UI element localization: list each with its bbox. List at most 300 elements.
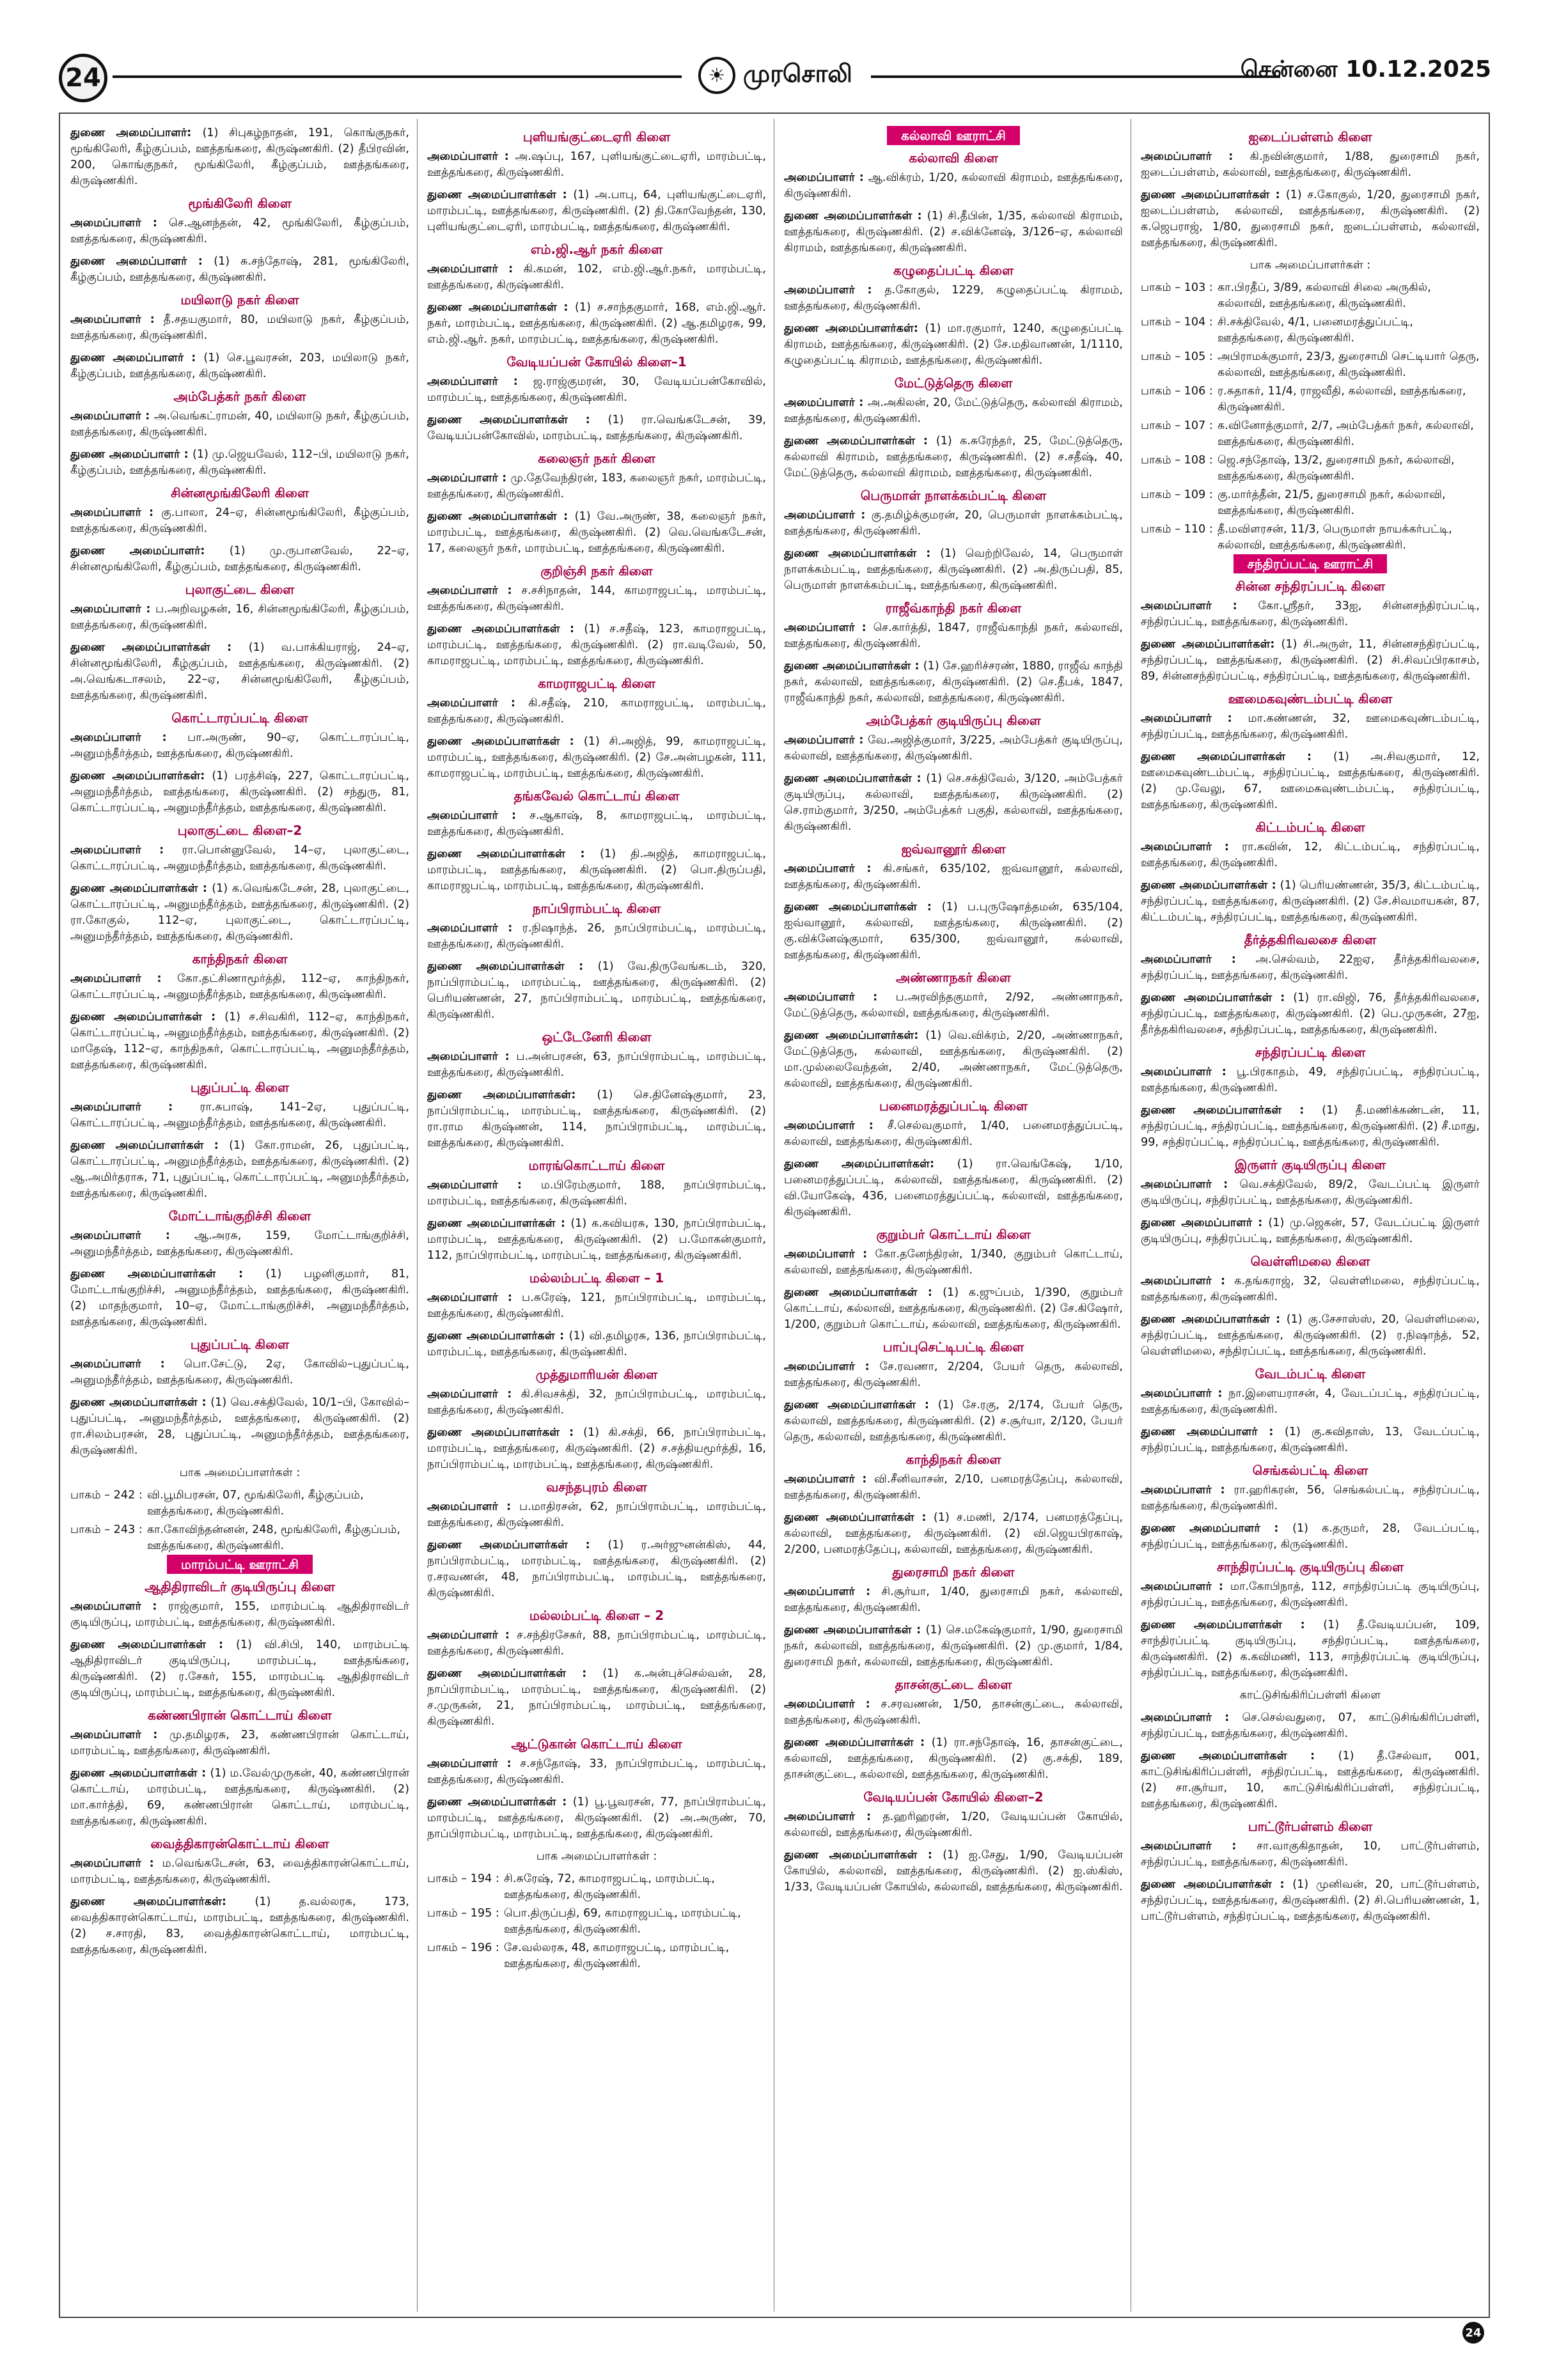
- column-2: [427, 125, 766, 1975]
- role-label: அமைப்பாளர் :: [70, 1600, 168, 1613]
- member-details: ம.வெங்கடேசன், 63, வைத்திகாரன்கொட்டாய், மாரம்பட்டி, ஊத்தங்கரை, கிருஷ்ணகிரி.: [70, 1857, 409, 1886]
- member-details: அ.செல்வம், 22ஐஏ, தீர்த்தகிரிவலசை, சந்திரப்பட்டி, ஊத்தங்கரை, கிருஷ்ணகிரி.: [1141, 953, 1480, 982]
- member-entry: [70, 125, 409, 189]
- member-entry: [784, 1285, 1123, 1333]
- branch-heading: வேடியப்பன் கோயில் கிளை–1: [506, 354, 687, 369]
- role-label: அமைப்பாளர் :: [784, 1248, 875, 1261]
- branch-heading: கண்ணபிரான் கொட்டாய் கிளை: [148, 1707, 332, 1723]
- role-label: அமைப்பாளர் :: [1141, 1178, 1240, 1191]
- branch-heading: தங்கவேல் கொட்டாய் கிளை: [513, 788, 680, 804]
- branch-heading: நாப்பிராம்பட்டி கிளை: [532, 901, 661, 916]
- member-details: அ.வெங்கட்ராமன், 40, மயிலாடு நகர், கீழ்குப்பம், ஊத்தங்கரை, கிருஷ்ணகிரி.: [70, 410, 409, 439]
- ward-number: பாகம் – 106 :: [1141, 385, 1213, 398]
- member-entry: [1141, 1748, 1480, 1812]
- member-entry: [427, 1387, 766, 1419]
- member-details: (1) வி.சிபி, 140, மாரம்பட்டி ஆதிதிராவிடர் குடியிருப்பு, மாரம்பட்டி, ஊத்தங்கரை, கிருஷ்ணகிரி. (2) ர.சேகர், 155, மாரம்பட்டி ஆதிதிராவிடர் குடியிருப்பு, மாரம்பட்டி, ஊத்தங்கரை, கிருஷ்ணகிரி.: [70, 1638, 409, 1699]
- member-details: ஜ.ராஜ்குமரன், 30, வேடியப்பன்கோவில், மாரம்பட்டி, ஊத்தங்கரை, கிருஷ்ணகிரி.: [427, 375, 766, 404]
- member-entry: [1141, 149, 1480, 181]
- role-label: துணை அமைப்பாளர்கள் :: [1141, 1313, 1287, 1326]
- branch-heading: புதுப்பட்டி கிளை: [190, 1337, 290, 1352]
- member-entry: [1141, 1177, 1480, 1209]
- ward-organiser: சி.சக்திவேல், 4/1, பனைமரத்துப்பட்டி, ஊத்தங்கரை, கிருஷ்ணகிரி.: [1218, 316, 1413, 345]
- member-entry: [784, 508, 1123, 540]
- role-label: துணை அமைப்பாளர்கள் :: [427, 848, 600, 860]
- member-entry: [70, 1100, 409, 1132]
- member-details: (1) ரா.வெங்கேஷ், 1/10, பனைமரத்துப்பட்டி, கல்லாவி, ஊத்தங்கரை, கிருஷ்ணகிரி. (2) வி.யோகேஷ், 436, பனைமரத்துப்பட்டி, கல்லாவி, ஊத்தங்கரை, கிருஷ்ணகிரி.: [784, 1158, 1123, 1218]
- role-label: அமைப்பாளர் :: [427, 1500, 520, 1513]
- member-entry: [784, 283, 1123, 315]
- member-details: (1) க.தருமர், 28, வேடப்பட்டி, சந்திரப்பட்டி, ஊத்தங்கரை, கிருஷ்ணகிரி.: [1141, 1522, 1480, 1551]
- member-entry: [1141, 1064, 1480, 1096]
- ward-entry: [427, 1871, 766, 1903]
- ward-number: பாகம் – 109 :: [1141, 488, 1213, 501]
- member-entry: [70, 1766, 409, 1830]
- member-entry: [427, 921, 766, 953]
- member-details: (1) வ.பாக்கியராஜ், 24–ஏ, சின்னமூங்கிலேரி, கீழ்குப்பம், ஊத்தங்கரை, கிருஷ்ணகிரி. (2) அ.வெங்கடாசலம், 22–ஏ, சின்னமூங்கிலேரி, கீழ்குப்பம், ஊத்தங்கரை, கிருஷ்ணகிரி.: [70, 641, 409, 702]
- branch-heading: மோட்டாங்குறிச்சி கிளை: [168, 1208, 311, 1224]
- member-entry: [1141, 1579, 1480, 1611]
- footer-page-number: 24: [1462, 2322, 1484, 2344]
- member-details: வெ.சக்திவேல், 89/2, வேடப்பட்டி இருளர் குடியிருப்பு, சந்திரப்பட்டி, ஊத்தங்கரை, கிருஷ்ணகிரி.: [1141, 1178, 1480, 1207]
- section-banner-label: மாரம்பட்டி ஊராட்சி: [167, 1555, 313, 1574]
- member-entry: [427, 1328, 766, 1360]
- role-label: துணை அமைப்பாளர்கள் :: [1141, 1750, 1338, 1762]
- member-details: ச.ஆகாஷ், 8, காமராஜபட்டி, மாரம்பட்டி, ஊத்தங்கரை, கிருஷ்ணகிரி.: [427, 809, 766, 838]
- member-details: வே.அஜித்குமார், 3/225, அம்பேத்கர் குடியிருப்பு, கல்லாவி, ஊத்தங்கரை, கிருஷ்ணகிரி.: [784, 734, 1123, 763]
- role-label: அமைப்பாளர் :: [70, 506, 162, 519]
- ward-number: பாகம் – 107 :: [1141, 419, 1213, 432]
- ward-number: பாகம் – 105 :: [1141, 350, 1213, 363]
- member-details: ச.சந்தோஷ், 33, நாப்பிராம்பட்டி, மாரம்பட்டி, ஊத்தங்கரை, கிருஷ்ணகிரி.: [427, 1757, 766, 1786]
- role-label: துணை அமைப்பாளர்கள் :: [1141, 879, 1280, 892]
- member-entry: [1141, 1215, 1480, 1247]
- branch-heading: ஆட்டுகான் கொட்டாய் கிளை: [511, 1736, 682, 1752]
- member-details: (1) பெரியண்ணன், 35/3, கிட்டம்பட்டி, சந்திரப்பட்டி, ஊத்தங்கரை, கிருஷ்ணகிரி. (2) சே.சிவமாயகன், 87, கிட்டம்பட்டி, சந்திரப்பட்டி, ஊத்தங்கரை, கிருஷ்ணகிரி.: [1141, 879, 1480, 924]
- member-entry: [784, 1359, 1123, 1391]
- branch-heading: குறிஞ்சி நகர் கிளை: [540, 563, 653, 579]
- member-details: (1) க.அன்புச்செல்வன், 28, நாப்பிராம்பட்டி, மாரம்பட்டி, ஊத்தங்கரை, கிருஷ்ணகிரி. (2) ச.முருகன், 21, நாப்பிராம்பட்டி, மாரம்பட்டி, ஊத்தங்கரை, கிருஷ்ணகிரி.: [427, 1667, 766, 1728]
- member-details: தீ.சதயகுமார், 80, மயிலாடு நகர், கீழ்குப்பம், ஊத்தங்கரை, கிருஷ்ணகிரி.: [70, 313, 409, 342]
- member-entry: [784, 1510, 1123, 1558]
- role-label: துணை அமைப்பாளர் :: [70, 352, 204, 364]
- member-details: (1) ரா.வெங்கடேசன், 39, வேடியப்பன்கோவில், மாரம்பட்டி, ஊத்தங்கரை, கிருஷ்ணகிரி.: [427, 414, 766, 442]
- member-entry: [427, 1290, 766, 1322]
- ward-organiser: சி.சுரேஷ், 72, காமராஜபட்டி, மாரம்பட்டி, ஊத்தங்கரை, கிருஷ்ணகிரி.: [504, 1872, 716, 1901]
- role-label: துணை அமைப்பாளர்கள் :: [427, 301, 576, 314]
- member-entry: [70, 447, 409, 479]
- member-entry: [427, 846, 766, 894]
- member-details: ப.சுரேஷ், 121, நாப்பிராம்பட்டி, மாரம்பட்டி, ஊத்தங்கரை, கிருஷ்ணகிரி.: [427, 1291, 766, 1320]
- role-label: துணை அமைப்பாளர்கள் :: [70, 1396, 211, 1409]
- member-entry: [70, 843, 409, 875]
- panchayat-section-banner: [70, 1557, 409, 1574]
- member-details: (1) க.கவியரசு, 130, நாப்பிராம்பட்டி, மாரம்பட்டி, ஊத்தங்கரை, கிருஷ்ணகிரி. (2) ப.மோகன்குமார், 112, நாப்பிராம்பட்டி, மாரம்பட்டி, ஊத்தங்கரை, கிருஷ்ணகிரி.: [427, 1217, 766, 1262]
- member-details: மா.கோபிநாத், 112, சாந்திரப்பட்டி குடியிருப்பு, சந்திரப்பட்டி, ஊத்தங்கரை, கிருஷ்ணகிரி.: [1141, 1580, 1480, 1609]
- member-entry: [784, 1847, 1123, 1895]
- member-details: (1) கு.சுவிதாஸ், 13, வேடப்பட்டி, சந்திரப்பட்டி, ஊத்தங்கரை, கிருஷ்ணகிரி.: [1141, 1426, 1480, 1454]
- page-number-badge: 24: [59, 54, 107, 102]
- member-details: (1) க.சுரேந்தர், 25, மேட்டுத்தெரு, கல்லாவி கிராமம், ஊத்தங்கரை, கிருஷ்ணகிரி. (2) ச.சதீஷ், 40, மேட்டுத்தெரு, கல்லாவி கிராமம், ஊத்தங்கரை, கிருஷ்ணகிரி.: [784, 435, 1123, 479]
- member-details: மா.கண்ணன், 32, ஊமைகவுண்டம்பட்டி, சந்திரப்பட்டி, ஊத்தங்கரை, கிருஷ்ணகிரி.: [1141, 712, 1480, 741]
- column-3: [784, 125, 1123, 1902]
- ward-entry: [427, 1940, 766, 1972]
- member-entry: [70, 254, 409, 286]
- member-details: ரா.கவின், 12, கிட்டம்பட்டி, சந்திரப்பட்டி, ஊத்தங்கரை, கிருஷ்ணகிரி.: [1141, 841, 1480, 869]
- role-label: அமைப்பாளர் :: [784, 1585, 882, 1598]
- member-entry: [784, 321, 1123, 369]
- role-label: அமைப்பாளர் :: [427, 1388, 521, 1401]
- branch-heading: ஐடைப்பள்ளம் கிளை: [1248, 129, 1372, 144]
- member-details: (1) தீ.வேடியப்பன், 109, சாந்திரப்பட்டி குடியிருப்பு, சந்திரப்பட்டி, ஊத்தங்கரை, கிருஷ்ணகிரி. (2) க.கவிமணி, 113, சாந்திரப்பட்டி குடியிருப்பு, சந்திரப்பட்டி, ஊத்தங்கரை, கிருஷ்ணகிரி.: [1141, 1619, 1480, 1679]
- role-label: துணை அமைப்பாளர்கள் :: [784, 660, 923, 673]
- member-entry: [784, 1622, 1123, 1670]
- member-details: (1) சி.அஜித், 99, காமராஜபட்டி, மாரம்பட்டி, ஊத்தங்கரை, கிருஷ்ணகிரி. (2) சே.அன்பழகன், 111, காமராஜபட்டி, மாரம்பட்டி, ஊத்தங்கரை, கிருஷ்ணகிரி.: [427, 735, 766, 780]
- role-label: துணை அமைப்பாளர்கள்:: [784, 322, 925, 335]
- ward-number: பாகம் – 242 :: [70, 1489, 143, 1502]
- branch-heading: சந்திரப்பட்டி கிளை: [1255, 1045, 1366, 1060]
- member-entry: [1141, 637, 1480, 685]
- member-entry: [427, 1537, 766, 1601]
- member-details: (1) மு.ருபானவேல், 22–ஏ, சின்னமூங்கிலேரி, கீழ்குப்பம், ஊத்தங்கரை, கிருஷ்ணகிரி.: [70, 545, 409, 573]
- member-details: ரா.ஹரிகரன், 56, செங்கல்பட்டி, சந்திரப்பட்டி, ஊத்தங்கரை, கிருஷ்ணகிரி.: [1141, 1484, 1480, 1513]
- role-label: துணை அமைப்பாளர்கள் :: [784, 547, 941, 560]
- branch-heading: இருளர் குடியிருப்பு கிளை: [1234, 1157, 1386, 1172]
- member-entry: [427, 734, 766, 782]
- role-label: அமைப்பாளர் :: [1141, 1840, 1257, 1853]
- role-label: துணை அமைப்பாளர்கள் :: [1141, 751, 1333, 763]
- member-details: (1) வெற்றிவேல், 14, பெருமாள் நாளக்கம்பட்டி, ஊத்தங்கரை, கிருஷ்ணகிரி. (2) அ.திருப்பதி, 85, பெருமாள் நாளக்கம்பட்டி, ஊத்தங்கரை, கிருஷ்ணகிரி.: [784, 547, 1123, 592]
- member-entry: [1141, 1710, 1480, 1742]
- member-entry: [427, 1756, 766, 1788]
- member-entry: [427, 696, 766, 727]
- member-details: (1) அ.பாபு, 64, புளியங்குட்டைஏரி, மாரம்பட்டி, ஊத்தங்கரை, கிருஷ்ணகிரி. (2) தி.கோவேந்தன், 130, புளியங்குட்டைஏரி, மாரம்பட்டி, ஊத்தங்கரை, கிருஷ்ணகிரி.: [427, 189, 766, 233]
- branch-heading: கல்லாவி கிளை: [909, 150, 998, 166]
- member-entry: [784, 1735, 1123, 1783]
- member-details: (1) த.வல்லரசு, 173, வைத்திகாரன்கொட்டாய், மாரம்பட்டி, ஊத்தங்கரை, கிருஷ்ணகிரி. (2) ச.சாரதி, 83, வைத்திகாரன்கொட்டாய், மாரம்பட்டி, ஊத்தங்கரை, கிருஷ்ணகிரி.: [70, 1895, 409, 1956]
- member-details: கோ.தட்சிணாமூர்த்தி, 112–ஏ, காந்திநகர், கொட்டாரப்பட்டி, அனுமந்தீர்த்தம், ஊத்தங்கரை, கிருஷ்ணகிரி.: [70, 972, 409, 1001]
- ward-number: பாகம் – 103 :: [1141, 281, 1213, 294]
- ward-number: பாகம் – 110 :: [1141, 523, 1213, 536]
- role-label: அமைப்பாளர் :: [784, 621, 873, 634]
- member-entry: [784, 1247, 1123, 1279]
- member-details: (1) முனிவன், 20, பாட்டூர்பள்ளம், சந்திரப்பட்டி, ஊத்தங்கரை, கிருஷ்ணகிரி. (2) சி.பெரியண்ணன், 1, பாட்டூர்பள்ளம், சந்திரப்பட்டி, ஊத்தங்கரை, கிருஷ்ணகிரி.: [1141, 1878, 1480, 1923]
- role-label: துணை அமைப்பாளர்கள் :: [784, 1624, 926, 1637]
- branch-heading: காமராஜபட்டி கிளை: [538, 676, 655, 691]
- member-entry: [784, 395, 1123, 427]
- role-label: அமைப்பாளர் :: [1141, 150, 1250, 163]
- role-label: துணை அமைப்பாளர்கள் :: [427, 189, 574, 201]
- role-label: அமைப்பாளர் :: [70, 410, 154, 423]
- member-details: (1) சே.ஹரிச்சரண், 1880, ராஜீவ் காந்தி நகர், கல்லாவி, ஊத்தங்கரை, கிருஷ்ணகிரி. (2) செ.தீபக், 1847, ராஜீவ்காந்தி நகர், கல்லாவி, ஊத்தங்கரை, கிருஷ்ணகிரி.: [784, 660, 1123, 704]
- branch-heading: பெருமாள் நாளக்கம்பட்டி கிளை: [860, 488, 1047, 503]
- role-label: அமைப்பாளர் :: [70, 1101, 200, 1114]
- member-entry: [784, 1156, 1123, 1220]
- branch-heading: மூங்கிலேரி கிளை: [188, 196, 292, 211]
- role-label: துணை அமைப்பாளர்கள் :: [784, 435, 936, 447]
- role-label: அமைப்பாளர் :: [70, 603, 156, 616]
- role-label: அமைப்பாளர் :: [784, 862, 883, 875]
- role-label: துணை அமைப்பாளர் :: [1141, 1426, 1285, 1438]
- role-label: அமைப்பாளர் :: [427, 1629, 517, 1642]
- subheading: பாக அமைப்பாளர்கள் :: [179, 1466, 301, 1479]
- branch-heading: புலாகுட்டை கிளை–2: [177, 823, 302, 838]
- member-entry: [70, 312, 409, 344]
- header-rule-left: [113, 75, 682, 78]
- role-label: அமைப்பாளர் :: [784, 396, 868, 409]
- role-label: துணை அமைப்பாளர்கள் :: [427, 1217, 571, 1230]
- branch-heading: தீர்த்தகிரிவலசை கிளை: [1244, 932, 1377, 947]
- role-label: அமைப்பாளர் :: [1141, 1484, 1234, 1497]
- member-entry: [70, 730, 409, 762]
- member-entry: [784, 990, 1123, 1022]
- role-label: அமைப்பாளர் :: [784, 509, 872, 522]
- member-entry: [784, 1472, 1123, 1504]
- role-label: துணை அமைப்பாளர்கள் :: [427, 1426, 584, 1439]
- member-entry: [427, 149, 766, 181]
- role-label: அமைப்பாளர் :: [427, 375, 533, 388]
- role-label: அமைப்பாளர் :: [70, 1857, 162, 1870]
- member-details: நா.இளையராசன், 4, வேடப்பட்டி, சந்திரப்பட்டி, ஊத்தங்கரை, கிருஷ்ணகிரி.: [1141, 1387, 1480, 1416]
- member-entry: [70, 1894, 409, 1958]
- role-label: துணை அமைப்பாளர்கள் :: [427, 960, 598, 973]
- branch-heading: வெள்ளிமலை கிளை: [1250, 1254, 1370, 1269]
- member-entry: [70, 408, 409, 440]
- member-entry: [1141, 1424, 1480, 1456]
- role-label: அமைப்பாளர் :: [427, 697, 529, 710]
- member-entry: [1141, 839, 1480, 871]
- role-label: அமைப்பாளர் :: [1141, 712, 1248, 725]
- member-details: (1) வெ.விக்ரம், 2/20, அண்ணாநகர், மேட்டுத்தெரு, கல்லாவி, ஊத்தங்கரை, கிருஷ்ணகிரி. (2) மா.முல்லைவேந்தன், 2/40, அண்ணாநகர், மேட்டுத்தெரு, கல்லாவி, ஊத்தங்கரை, கிருஷ்ணகிரி.: [784, 1029, 1123, 1090]
- role-label: அமைப்பாளர் :: [427, 150, 515, 163]
- role-label: அமைப்பாளர் :: [70, 1229, 194, 1242]
- member-details: செ.கார்த்தி, 1847, ராஜீவ்காந்தி நகர், கல்லாவி, ஊத்தங்கரை, கிருஷ்ணகிரி.: [784, 621, 1123, 650]
- member-details: கோ.ஸ்ரீதர், 33ஐ, சின்னசந்திரப்பட்டி, சந்திரப்பட்டி, ஊத்தங்கரை, கிருஷ்ணகிரி.: [1141, 600, 1480, 628]
- member-details: மு.தமிழரசு, 23, கண்ணபிரான் கொட்டாய், மாரம்பட்டி, ஊத்தங்கரை, கிருஷ்ணகிரி.: [70, 1729, 409, 1757]
- role-label: அமைப்பாளர் :: [784, 734, 868, 747]
- member-entry: [1141, 187, 1480, 251]
- member-details: கி.கமன், 102, எம்.ஜி.ஆர்.நகர், மாரம்பட்டி, ஊத்தங்கரை, கிருஷ்ணகிரி.: [427, 263, 766, 292]
- branch-heading: எம்.ஜி.ஆர் நகர் கிளை: [530, 242, 663, 257]
- member-details: (1) ச.சதீஷ், 123, காமராஜபட்டி, மாரம்பட்டி, ஊத்தங்கரை, கிருஷ்ணகிரி. (2) ரா.வடிவேல், 50, காமராஜபட்டி, மாரம்பட்டி, ஊத்தங்கரை, கிருஷ்ணகிரி.: [427, 623, 766, 667]
- role-label: துணை அமைப்பாளர்கள் :: [427, 1667, 603, 1680]
- role-label: அமைப்பாளர் :: [784, 1698, 881, 1711]
- member-entry: [427, 1666, 766, 1730]
- member-details: (1) சிபுகழ்நாதன், 191, கொங்குநகர், மூங்கிலேரி, கீழ்குப்பம், ஊத்தங்கரை, கிருஷ்ணகிரி. (2) தீபிரவின், 200, கொங்குநகர், மூங்கிலேரி, கீழ்குப்பம், ஊத்தங்கரை, கிருஷ்ணகிரி.: [70, 127, 409, 187]
- member-entry: [427, 1216, 766, 1264]
- member-details: (1) சி.தீபின், 1/35, கல்லாவி கிராமம், ஊத்தங்கரை, கிருஷ்ணகிரி. (2) ச.விக்னேஷ், 3/126–ஏ, கல்லாவி கிராமம், ஊத்தங்கரை, கிருஷ்ணகிரி.: [784, 210, 1123, 254]
- masthead-logo: [698, 55, 852, 96]
- role-label: அமைப்பாளர் :: [1141, 1066, 1237, 1078]
- member-entry: [784, 208, 1123, 256]
- branch-heading: வேடியப்பன் கோயில் கிளை–2: [863, 1789, 1044, 1805]
- member-entry: [427, 509, 766, 557]
- member-entry: [1141, 990, 1480, 1038]
- member-entry: [1141, 1482, 1480, 1514]
- member-details: ச.சரவணன், 1/50, தாசன்குட்டை, கல்லாவி, ஊத்தங்கரை, கிருஷ்ணகிரி.: [784, 1698, 1123, 1727]
- member-details: ரா.சுபாஷ், 141–2ஏ, புதுப்பட்டி, கொட்டாரப்பட்டி, அனுமந்தீர்த்தம், ஊத்தங்கரை, கிருஷ்ணகிரி.: [70, 1101, 409, 1130]
- member-entry: [1141, 1273, 1480, 1305]
- role-label: துணை அமைப்பாளர்கள் :: [70, 882, 212, 895]
- member-entry: [1141, 1839, 1480, 1871]
- member-details: ச.சசிநாதன், 144, காமராஜபட்டி, மாரம்பட்டி, ஊத்தங்கரை, கிருஷ்ணகிரி.: [427, 584, 766, 613]
- member-details: ப.அறிவழகன், 16, சின்னமூங்கிலேரி, கீழ்குப்பம், ஊத்தங்கரை, கிருஷ்ணகிரி.: [70, 603, 409, 632]
- member-entry: [1141, 1312, 1480, 1360]
- branch-heading: ஆதிதிராவிடர் குடியிருப்பு கிளை: [145, 1579, 335, 1594]
- ward-number: பாகம் – 243 :: [70, 1523, 143, 1536]
- branch-heading: முத்துமாரியன் கிளை: [535, 1367, 658, 1382]
- member-entry: [1141, 952, 1480, 984]
- role-label: துணை அமைப்பாளர் :: [1141, 1522, 1293, 1535]
- role-label: அமைப்பாளர் :: [1141, 1711, 1242, 1724]
- member-details: (1) ச.கோகுல், 1/20, துரைசாமி நகர், ஐடைப்பள்ளம், கல்லாவி, ஊத்தங்கரை, கிருஷ்ணகிரி. (2) க.ஜெபராஜ், 1/80, துரைசாமி நகர், ஐடைப்பள்ளம், கல்லாவி, ஊத்தங்கரை, கிருஷ்ணகிரி.: [1141, 189, 1480, 249]
- role-label: துணை அமைப்பாளர் :: [70, 448, 192, 461]
- branch-heading: ஒட்டேனேரி கிளை: [542, 1029, 652, 1045]
- member-details: சி.சூர்யா, 1/40, துரைசாமி நகர், கல்லாவி, ஊத்தங்கரை, கிருஷ்ணகிரி.: [784, 1585, 1123, 1614]
- ward-organiser: அபிராமக்குமார், 23/3, துரைசாமி செட்டியார் தெரு, கல்லாவி, ஊத்தங்கரை, கிருஷ்ணகிரி.: [1218, 350, 1480, 379]
- member-entry: [70, 602, 409, 634]
- ward-number: பாகம் – 194 :: [427, 1872, 499, 1885]
- member-details: த.ஹரிஹரன், 1/20, வேடியப்பன் கோயில், கல்லாவி, ஊத்தங்கரை, கிருஷ்ணகிரி.: [784, 1810, 1123, 1839]
- member-details: பூ.பிரகாதம், 49, சந்திரப்பட்டி, சந்திரப்பட்டி, ஊத்தங்கரை, கிருஷ்ணகிரி.: [1141, 1066, 1480, 1094]
- branch-heading: வசந்தபுரம் கிளை: [546, 1479, 647, 1495]
- member-entry: [427, 471, 766, 502]
- member-details: சீ.செல்வகுமார், 1/40, பனைமரத்துப்பட்டி, கல்லாவி, ஊத்தங்கரை, கிருஷ்ணகிரி.: [784, 1119, 1123, 1148]
- role-label: துணை அமைப்பாளர்கள் :: [427, 1330, 569, 1342]
- member-details: (1) பழனிகுமார், 81, மோட்டாங்குறிச்சி, அனுமந்தீர்த்தம், ஊத்தங்கரை, கிருஷ்ணகிரி. (2) மாதந்குமார், 10–ஏ, மோட்டாங்குறிச்சி, அனுமந்தீர்த்தம், ஊத்தங்கரை, கிருஷ்ணகிரி.: [70, 1268, 409, 1328]
- role-label: அமைப்பாளர் :: [70, 844, 182, 857]
- ward-organiser: சே.வல்லரசு, 48, காமராஜபட்டி, மாரம்பட்டி, ஊத்தங்கரை, கிருஷ்ணகிரி.: [504, 1941, 730, 1970]
- ward-organiser: கா.பிரதீப், 3/89, கல்லாவி சிலை அருகில், கல்லாவி, ஊத்தங்கரை, கிருஷ்ணகிரி.: [1218, 281, 1431, 310]
- member-details: ப.அரவிந்தகுமார், 2/92, அண்ணாநகர், மேட்டுத்தெரு, கல்லாவி, ஊத்தங்கரை, கிருஷ்ணகிரி.: [784, 991, 1123, 1020]
- role-label: துணை அமைப்பாளர்:: [70, 127, 203, 139]
- role-label: அமைப்பாளர் :: [784, 284, 885, 297]
- branch-heading: கிட்டம்பட்டி கிளை: [1255, 820, 1365, 835]
- member-entry: [1141, 1103, 1480, 1151]
- member-details: த.கோகுல், 1229, கழுதைப்பட்டி கிராமம், ஊத்தங்கரை, கிருஷ்ணகிரி.: [784, 284, 1123, 313]
- member-details: (1) அ.சிவகுமார், 12, ஊமைகவுண்டம்பட்டி, சந்திரப்பட்டி, ஊத்தங்கரை, கிருஷ்ணகிரி. (2) மு.வேலு, 67, ஊமைகவுண்டம்பட்டி, சந்திரப்பட்டி, ஊத்தங்கரை, கிருஷ்ணகிரி.: [1141, 751, 1480, 811]
- member-entry: [427, 1794, 766, 1842]
- member-entry: [427, 300, 766, 348]
- ward-number: பாகம் – 108 :: [1141, 454, 1213, 467]
- member-entry: [784, 658, 1123, 706]
- member-entry: [784, 170, 1123, 202]
- branch-heading: கொட்டாரப்பட்டி கிளை: [171, 710, 308, 726]
- role-label: அமைப்பாளர் :: [427, 584, 522, 597]
- panchayat-section-banner: [784, 128, 1123, 145]
- ward-number: பாகம் – 196 :: [427, 1941, 499, 1954]
- member-details: (1) க.ஜுப்பம், 1/390, குறும்பர் கொட்டாய், கல்லாவி, ஊத்தங்கரை, கிருஷ்ணகிரி. (2) சே.கிஷோர், 1/200, குறும்பர் கொட்டாய், கல்லாவி, ஊத்தங்கரை, கிருஷ்ணகிரி.: [784, 1286, 1123, 1331]
- member-entry: [70, 1395, 409, 1459]
- ward-organiser: வி.பூமிபரசன், 07, மூங்கிலேரி, கீழ்குப்பம், ஊத்தங்கரை, கிருஷ்ணகிரி.: [147, 1489, 364, 1518]
- role-label: துணை அமைப்பாளர்கள் :: [784, 1286, 943, 1299]
- branch-heading: ராஜீவ்காந்தி நகர் கிளை: [885, 600, 1022, 616]
- member-details: ஆ.விக்ரம், 1/20, கல்லாவி கிராமம், ஊத்தங்கரை, கிருஷ்ணகிரி.: [784, 171, 1123, 200]
- member-details: அ.அகிலன், 20, மேட்டுத்தெரு, கல்லாவி கிராமம், ஊத்தங்கரை, கிருஷ்ணகிரி.: [784, 396, 1123, 425]
- ward-organiser: தீ.மவிளரசன், 11/3, பெருமாள் நாயக்கர்பட்டி, கல்லாவி, ஊத்தங்கரை, கிருஷ்ணகிரி.: [1218, 523, 1452, 552]
- role-label: துணை அமைப்பாளர்கள்:: [427, 1089, 597, 1101]
- panchayat-section-banner: [1141, 556, 1480, 573]
- member-entry: [427, 959, 766, 1023]
- ward-number: பாகம் – 104 :: [1141, 316, 1213, 329]
- member-details: க.தங்கராஜ், 32, வெள்ளிமலை, சந்திரப்பட்டி, ஊத்தங்கரை, கிருஷ்ணகிரி.: [1141, 1275, 1480, 1303]
- member-entry: [784, 1397, 1123, 1445]
- role-label: அமைப்பாளர் :: [1141, 1580, 1231, 1593]
- member-entry: [427, 1499, 766, 1531]
- role-label: அமைப்பாளர் :: [784, 991, 896, 1004]
- member-details: (1) தீ.மணிக்கண்டன், 11, சந்திரப்பட்டி, சந்திரப்பட்டி, ஊத்தங்கரை, கிருஷ்ணகிரி. (2) சீ.மாது, 99, சந்திரப்பட்டி, சந்திரப்பட்டி, ஊத்தங்கரை, கிருஷ்ணகிரி.: [1141, 1104, 1480, 1149]
- role-label: துணை அமைப்பாளர்கள் :: [1141, 1878, 1293, 1891]
- ward-entry: [1141, 280, 1480, 312]
- subheading: பாக அமைப்பாளர்கள் :: [536, 1850, 657, 1863]
- member-entry: [784, 433, 1123, 481]
- member-entry: [1141, 749, 1480, 813]
- member-details: அ.ஷப்பு, 167, புளியங்குட்டைஏரி, மாரம்பட்டி, ஊத்தங்கரை, கிருஷ்ணகிரி.: [427, 150, 766, 179]
- member-details: பொ.சேட்டு, 2ஏ, கோவில்–புதுப்பட்டி, அனுமந்தீர்த்தம், ஊத்தங்கரை, கிருஷ்ணகிரி.: [70, 1358, 409, 1387]
- member-details: மு.தேவேந்திரன், 183, கலைஞர் நகர், மாரம்பட்டி, ஊத்தங்கரை, கிருஷ்ணகிரி.: [427, 472, 766, 501]
- member-entry: [427, 808, 766, 840]
- role-label: துணை அமைப்பாளர்கள் :: [427, 414, 608, 426]
- ward-entry: [1141, 384, 1480, 416]
- role-label: துணை அமைப்பாளர்கள்:: [784, 1158, 957, 1171]
- role-label: அமைப்பாளர் :: [1141, 1387, 1229, 1400]
- member-entry: [70, 1009, 409, 1073]
- role-label: அமைப்பாளர் :: [1141, 953, 1256, 966]
- member-details: கி.சதீஷ், 210, காமராஜபட்டி, மாரம்பட்டி, ஊத்தங்கரை, கிருஷ்ணகிரி.: [427, 697, 766, 726]
- branch-heading: துரைசாமி நகர் கிளை: [892, 1564, 1015, 1580]
- member-details: செ.ஆனந்தன், 42, மூங்கிலேரி, கீழ்குப்பம், ஊத்தங்கரை, கிருஷ்ணகிரி.: [70, 217, 409, 245]
- member-details: (1) கி.சக்தி, 66, நாப்பிராம்பட்டி, மாரம்பட்டி, ஊத்தங்கரை, கிருஷ்ணகிரி. (2) ச.சத்தியமூர்த்தி, 16, நாப்பிராம்பட்டி, மாரம்பட்டி, ஊத்தங்கரை, கிருஷ்ணகிரி.: [427, 1426, 766, 1471]
- member-entry: [427, 1425, 766, 1473]
- member-details: (1) செ.தினேஷ்குமார், 23, நாப்பிராம்பட்டி, மாரம்பட்டி, ஊத்தங்கரை, கிருஷ்ணகிரி. (2) ரா.ராம கிருஷ்ணன், 114, நாப்பிராம்பட்டி, மாரம்பட்டி, ஊத்தங்கரை, கிருஷ்ணகிரி.: [427, 1089, 766, 1149]
- branch-heading: பாப்புசெட்டிபட்டி கிளை: [882, 1339, 1024, 1355]
- role-label: துணை அமைப்பாளர்:: [70, 545, 230, 557]
- member-details: ர.நிஷாந்த், 26, நாப்பிராம்பட்டி, மாரம்பட்டி, ஊத்தங்கரை, கிருஷ்ணகிரி.: [427, 922, 766, 951]
- member-entry: [1141, 1521, 1480, 1553]
- role-label: அமைப்பாளர் :: [427, 922, 522, 935]
- branch-heading: அண்ணாநகர் கிளை: [896, 970, 1011, 985]
- ward-organiser: கா.கோவிந்தன்னன், 248, மூங்கிலேரி, கீழ்குப்பம், ஊத்தங்கரை, கிருஷ்ணகிரி.: [147, 1523, 401, 1552]
- role-label: துணை அமைப்பாளர் :: [70, 255, 214, 268]
- member-details: செ.செல்வதுரை, 07, காட்டுசிங்கிரிப்பள்ளி, சந்திரப்பட்டி, ஊத்தங்கரை, கிருஷ்ணகிரி.: [1141, 1711, 1480, 1740]
- role-label: அமைப்பாளர் :: [784, 171, 868, 184]
- role-label: அமைப்பாளர் :: [70, 217, 169, 229]
- role-label: அமைப்பாளர் :: [1141, 841, 1242, 853]
- role-label: அமைப்பாளர் :: [427, 1757, 521, 1770]
- role-label: அமைப்பாளர் :: [427, 472, 511, 485]
- member-details: (1) கோ.ராமன், 26, புதுப்பட்டி, கொட்டாரப்பட்டி, அனுமந்தீர்த்தம், ஊத்தங்கரை, கிருஷ்ணகிரி. (2) ஆ.அமிர்தராசு, 71, புதுப்பட்டி, கொட்டாரப்பட்டி, அனுமந்தீர்த்தம், ஊத்தங்கரை, கிருஷ்ணகிரி.: [70, 1139, 409, 1200]
- member-entry: [70, 768, 409, 816]
- member-entry: [784, 1809, 1123, 1841]
- member-details: (1) ரா.விஜி, 76, தீர்த்தகிரிவலசை, சந்திரப்பட்டி, ஊத்தங்கரை, கிருஷ்ணகிரி. (2) பெ.முருகன், 27ஐ, தீர்த்தகிரிவலசை, சந்திரப்பட்டி, ஊத்தங்கரை, கிருஷ்ணகிரி.: [1141, 992, 1480, 1036]
- member-entry: [427, 1049, 766, 1081]
- branch-heading: சின்ன சந்திரப்பட்டி கிளை: [1235, 579, 1385, 594]
- branch-heading: மயிலாடு நகர் கிளை: [180, 292, 299, 307]
- member-details: ம.பிரேம்குமார், 188, நாப்பிராம்பட்டி, மாரம்பட்டி, ஊத்தங்கரை, கிருஷ்ணகிரி.: [427, 1179, 766, 1208]
- member-details: (1) வே.திருவேங்கடம், 320, நாப்பிராம்பட்டி, மாரம்பட்டி, ஊத்தங்கரை, கிருஷ்ணகிரி. (2) பெரியண்ணன், 27, நாப்பிராம்பட்டி, மாரம்பட்டி, ஊத்தங்கரை, கிருஷ்ணகிரி.: [427, 960, 766, 1021]
- section-banner-label: கல்லாவி ஊராட்சி: [887, 126, 1020, 145]
- ward-organiser: ஜெ.சந்தோஷ், 13/2, துரைசாமி நகர், கல்லாவி, ஊத்தங்கரை, கிருஷ்ணகிரி.: [1218, 454, 1455, 483]
- branch-heading: ஐவ்வானூர் கிளை: [901, 841, 1006, 857]
- member-entry: [70, 350, 409, 382]
- subheading: காட்டுசிங்கிரிப்பள்ளி கிளை: [1239, 1689, 1381, 1702]
- role-label: துணை அமைப்பாளர்கள் :: [784, 772, 927, 785]
- role-label: துணை அமைப்பாளர்கள்:: [1141, 638, 1281, 651]
- role-label: அமைப்பாளர் :: [784, 1810, 883, 1823]
- role-label: துணை அமைப்பாளர்கள் :: [427, 1796, 573, 1808]
- member-details: சா.வாகுகிதாதன், 10, பாட்டூர்பள்ளம், சந்திரப்பட்டி, ஊத்தங்கரை, கிருஷ்ணகிரி.: [1141, 1840, 1480, 1869]
- member-entry: [427, 1178, 766, 1209]
- branch-heading: சாந்திரப்பட்டி குடியிருப்பு கிளை: [1216, 1559, 1404, 1575]
